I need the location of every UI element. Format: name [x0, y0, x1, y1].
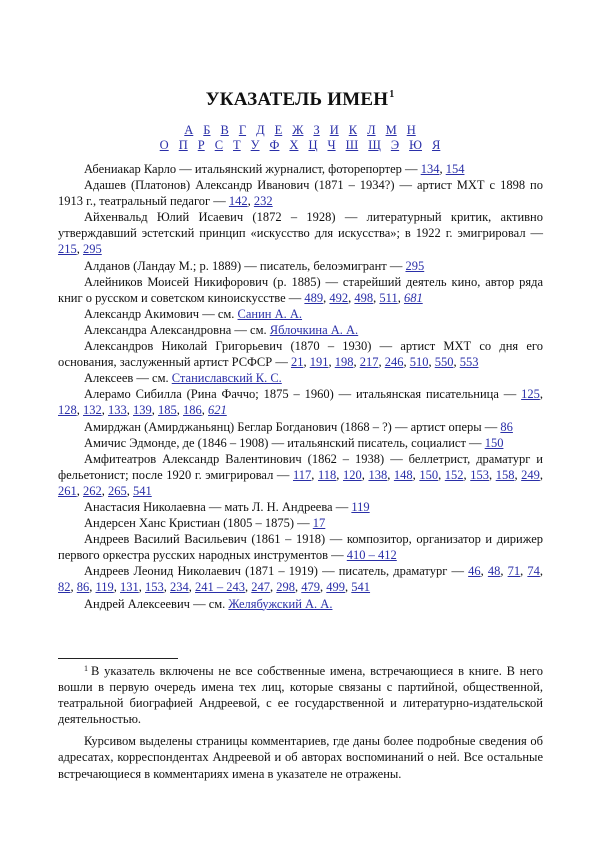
page-link[interactable]: 119	[351, 499, 370, 514]
alphabet-letter-link[interactable]: В	[220, 123, 229, 137]
page-link[interactable]: 215	[58, 242, 77, 257]
alphabet-letter-link[interactable]: О	[159, 138, 169, 152]
footnote-divider	[58, 658, 178, 659]
footnote-2-text: Курсивом выделены страницы комментариев, где даны более подробные сведения об адресатах, корреспондентах Андреевой и об авторах воспоминаний о ней. Все остальные встречающиеся в комментариях имена в указателе не отражены.	[58, 734, 543, 781]
alphabet-letter-link[interactable]: Ю	[409, 138, 422, 152]
page-link[interactable]: 154	[445, 162, 465, 176]
page-link[interactable]: 131	[120, 580, 139, 595]
index-entry: Айхенвальд Юлий Исаевич (1872 – 1928) — литературный критик, активно утверждавший эстетский принцип «искусство для искусства»; в 1922 г. эмигрировал — 215, 295	[58, 210, 543, 257]
alphabet-letter-link[interactable]: Н	[406, 123, 416, 137]
page-link[interactable]: 247	[251, 580, 271, 595]
page-link[interactable]: 119	[95, 580, 114, 595]
entry-text: Амирджан (Амирджаньянц) Беглар Богданович (1868 – ?) — артист оперы —	[84, 419, 501, 434]
index-entry: Адашев (Платонов) Александр Иванович (1871 – 1934?) — артист МХТ с 1898 по 1913 г., театральный педагог — 142, 232	[58, 178, 543, 209]
page-link[interactable]: 261	[58, 483, 77, 498]
alphabet-letter-link[interactable]: Я	[431, 138, 441, 152]
footnote-mark: 1	[84, 664, 88, 673]
alphabet-letter-link[interactable]: Ш	[345, 138, 359, 152]
index-entry: Амфитеатров Александр Валентинович (1862 – 1938) — беллетрист, драматург и фельетонист; после 1920 г. эмигрировал — 117, 118, 120, 138, 148, 150, 152, 153, 158, 249, 261, 262, 265, 541	[58, 451, 544, 498]
alphabet-letter-link[interactable]: П	[178, 138, 188, 152]
page-link[interactable]: 249	[521, 467, 540, 482]
entry-text: Амичис Эдмонде, де (1846 – 1908) — итальянский писатель, социалист —	[84, 435, 485, 450]
alphabet-letter-link[interactable]: Т	[233, 138, 241, 152]
alphabet-letter-link[interactable]: У	[250, 138, 260, 152]
page-link[interactable]: 265	[108, 483, 127, 498]
entry-text: Александров Николай Григорьевич (1870 – 1930) — артист МХТ со дня его основания, заслуженный артист РСФСР —	[58, 339, 543, 370]
page-link[interactable]: 234	[170, 580, 189, 595]
alphabet-letter-link[interactable]: Щ	[368, 138, 381, 152]
page-link[interactable]: 510	[409, 355, 429, 370]
alphabet-letter-link[interactable]: Ф	[269, 138, 280, 152]
page-link[interactable]: 148	[393, 467, 413, 482]
page-link[interactable]: 117	[292, 467, 312, 482]
entry-text: Андреев Василий Васильевич (1861 – 1918) — композитор, организатор и дирижер первого оркестра русских народных инструментов —	[58, 532, 543, 563]
index-entry	[58, 419, 543, 435]
page-link[interactable]: 511	[379, 290, 398, 305]
alphabet-letter-link[interactable]: А	[184, 123, 194, 137]
page-link[interactable]: 21	[290, 355, 304, 370]
page-link[interactable]: 74	[527, 564, 540, 579]
footnotes	[58, 661, 543, 782]
index-entry: Алерамо Сибилла (Рина Фаччо; 1875 – 1960) — итальянская писательница — 125, 128, 132, 133, 139, 185, 186, 621	[58, 387, 543, 418]
page-link[interactable]: 152	[444, 467, 464, 482]
page-link[interactable]: 86	[76, 580, 90, 595]
alphabet-letter-link[interactable]: К	[348, 123, 358, 137]
alphabet-letter-link[interactable]: Ж	[292, 123, 304, 137]
page-link[interactable]: 262	[83, 483, 102, 498]
entry-text: Алерамо Сибилла (Рина Фаччо; 1875 – 1960) — итальянская писательница —	[84, 387, 522, 402]
page-link[interactable]: 198	[334, 355, 354, 370]
cross-reference-link[interactable]: Желябужский А. А.	[228, 596, 333, 611]
page-link[interactable]: 86	[500, 419, 513, 434]
alphabet-letter-link[interactable]: И	[329, 123, 339, 137]
alphabet-letter-link[interactable]: Е	[274, 123, 283, 137]
index-entry: Абениакар Карло — итальянский журналист, фоторепортер — 134, 154	[84, 162, 465, 176]
entry-text: Андерсен Ханс Кристиан (1805 – 1875) —	[84, 516, 313, 531]
page-link[interactable]: 150	[419, 467, 439, 482]
title-footnote-mark[interactable]: 1	[389, 89, 395, 100]
index-entry	[58, 435, 543, 451]
footnote-1	[58, 661, 543, 727]
alphabet-letter-link[interactable]: Э	[390, 138, 400, 152]
alphabet-letter-link[interactable]: Р	[197, 138, 205, 152]
page-link[interactable]: 541	[351, 580, 371, 595]
alphabet-letter-link[interactable]: Ц	[308, 138, 318, 152]
index-entry: Александров Николай Григорьевич (1870 – 1930) — артист МХТ со дня его основания, заслуженный артист РСФСР — 21, 191, 198, 217, 246, 510, 550, 553	[58, 339, 543, 370]
cross-reference-link[interactable]: Санин А. А.	[237, 306, 303, 321]
page-link[interactable]: 118	[317, 467, 337, 482]
alphabet-letter-link[interactable]: З	[313, 123, 320, 137]
page-link[interactable]: 541	[133, 483, 152, 498]
page-link[interactable]: 191	[309, 355, 329, 370]
entry-text: Александра Александровна — см.	[84, 322, 270, 337]
page-link[interactable]: 295	[405, 258, 425, 273]
page-link[interactable]: 153	[470, 467, 489, 482]
page-link[interactable]: 410 – 412	[346, 548, 397, 563]
page-link[interactable]: 46	[468, 564, 481, 579]
alphabet-letter-link[interactable]: Х	[289, 138, 299, 152]
page-link[interactable]: 232	[253, 194, 273, 209]
index-entry	[58, 370, 543, 386]
page-link[interactable]: 499	[326, 580, 346, 595]
alphabet-nav-row-2	[0, 138, 600, 153]
entry-text: Андрей Алексеевич — см.	[84, 596, 229, 611]
page-link[interactable]: 120	[342, 467, 362, 482]
page-link[interactable]: 498	[354, 290, 374, 305]
page-link[interactable]: 134	[420, 162, 440, 176]
page-link[interactable]: 217	[359, 355, 379, 370]
alphabet-letter-link[interactable]: Г	[238, 123, 247, 137]
commentary-page-link[interactable]: 621	[208, 403, 227, 418]
page-link[interactable]: 186	[183, 403, 202, 418]
page-link[interactable]: 139	[133, 403, 152, 418]
page-link[interactable]: 158	[495, 467, 515, 482]
page-link[interactable]: 489	[304, 290, 324, 305]
entry-text: Амфитеатров Александр Валентинович (1862 – 1938) — беллетрист, драматург и фельетонист; после 1920 г. эмигрировал —	[58, 451, 543, 482]
page-link[interactable]: 479	[301, 580, 321, 595]
alphabet-letter-link[interactable]: Л	[367, 123, 376, 137]
page-link[interactable]: 246	[384, 355, 404, 370]
entry-text: Андреев Леонид Николаевич (1871 – 1919) — писатель, драматург —	[84, 564, 469, 579]
cross-reference-link[interactable]: Станиславский К. С.	[171, 371, 282, 386]
page-link[interactable]: 492	[329, 290, 349, 305]
page-link[interactable]: 132	[83, 403, 102, 418]
page-link[interactable]: 82	[58, 580, 71, 595]
index-entry	[58, 499, 543, 515]
index-entry	[58, 306, 543, 322]
entry-text: Алейников Моисей Никифорович (р. 1885) — старейший деятель кино, автор ряда книг о русском и советском киноискусстве —	[58, 274, 543, 305]
page-link[interactable]: 48	[487, 564, 501, 579]
page-link[interactable]: 185	[158, 403, 177, 418]
page-link[interactable]: 295	[83, 242, 102, 257]
entry-text: Александр Акимович — см.	[84, 306, 238, 321]
page-link[interactable]: 298	[276, 580, 296, 595]
index-entry	[58, 258, 543, 274]
alphabet-letter-link[interactable]: С	[214, 138, 224, 152]
alphabet-letter-link[interactable]: М	[385, 123, 397, 137]
page-title	[0, 89, 600, 111]
page-link[interactable]: 142	[228, 194, 248, 209]
entry-text: Алексеев — см.	[84, 371, 172, 386]
alphabet-letter-link[interactable]: Б	[203, 123, 211, 137]
footnote-2	[58, 733, 543, 781]
page-link[interactable]: 71	[507, 564, 521, 579]
alphabet-letter-link[interactable]: Д	[256, 123, 265, 137]
entry-text: Абениакар Карло — итальянский журналист, фоторепортер —	[84, 162, 421, 176]
page-link[interactable]: 241 – 243	[195, 580, 246, 595]
page-link[interactable]: 553	[459, 355, 479, 370]
index-entry: Алейников Моисей Никифорович (р. 1885) — старейший деятель кино, автор ряда книг о русском и советском киноискусстве — 489, 492, 498, 511, 681	[58, 274, 543, 305]
page-link[interactable]: 150	[484, 435, 504, 450]
page-link[interactable]: 153	[145, 580, 164, 595]
index-entry	[58, 322, 543, 338]
name-index-list	[58, 161, 543, 612]
page-link[interactable]: 133	[108, 403, 127, 418]
page-link[interactable]: 550	[434, 355, 454, 370]
page-link[interactable]: 125	[521, 387, 540, 402]
entry-text: Айхенвальд Юлий Исаевич (1872 – 1928) — литературный критик, активно утверждавший эстетский принцип «искусство для искусства»; в 1922 г. эмигрировал —	[58, 210, 543, 241]
index-entry	[58, 531, 543, 563]
index-entry: Андреев Леонид Николаевич (1871 – 1919) — писатель, драматург — 46, 48, 71, 74, 82, 86, 119, 131, 153, 234, 241 – 243, 247, 298, 479, 499, 541	[58, 564, 544, 595]
index-entry	[58, 515, 543, 531]
page-link[interactable]: 17	[312, 516, 326, 531]
cross-reference-link[interactable]: Яблочкина А. А.	[269, 322, 359, 337]
entry-text: Алданов (Ландау М.; р. 1889) — писатель, белоэмигрант —	[84, 258, 406, 273]
commentary-page-link[interactable]: 681	[403, 290, 423, 305]
alphabet-nav-row-1	[0, 123, 600, 138]
page-link[interactable]: 128	[58, 403, 77, 418]
entry-text: Анастасия Николаевна — мать Л. Н. Андреева —	[84, 499, 352, 514]
title-text: УКАЗАТЕЛЬ ИМЕН	[205, 89, 389, 110]
page-link[interactable]: 138	[368, 467, 388, 482]
footnote-1-text: В указатель включены не все собственные имена, встречающиеся в книге. В него вошли в первую очередь имена тех лиц, которые связаны с партийной, общественной, театральной биографией Андреевой, с ее государственной и литературно-издательской деятельностью.	[58, 664, 543, 727]
alphabet-letter-link[interactable]: Ч	[327, 138, 336, 152]
entry-text: Адашев (Платонов) Александр Иванович (1871 – 1934?) — артист МХТ с 1898 по 1913 г., театральный педагог —	[58, 178, 543, 209]
index-entry	[58, 596, 543, 612]
